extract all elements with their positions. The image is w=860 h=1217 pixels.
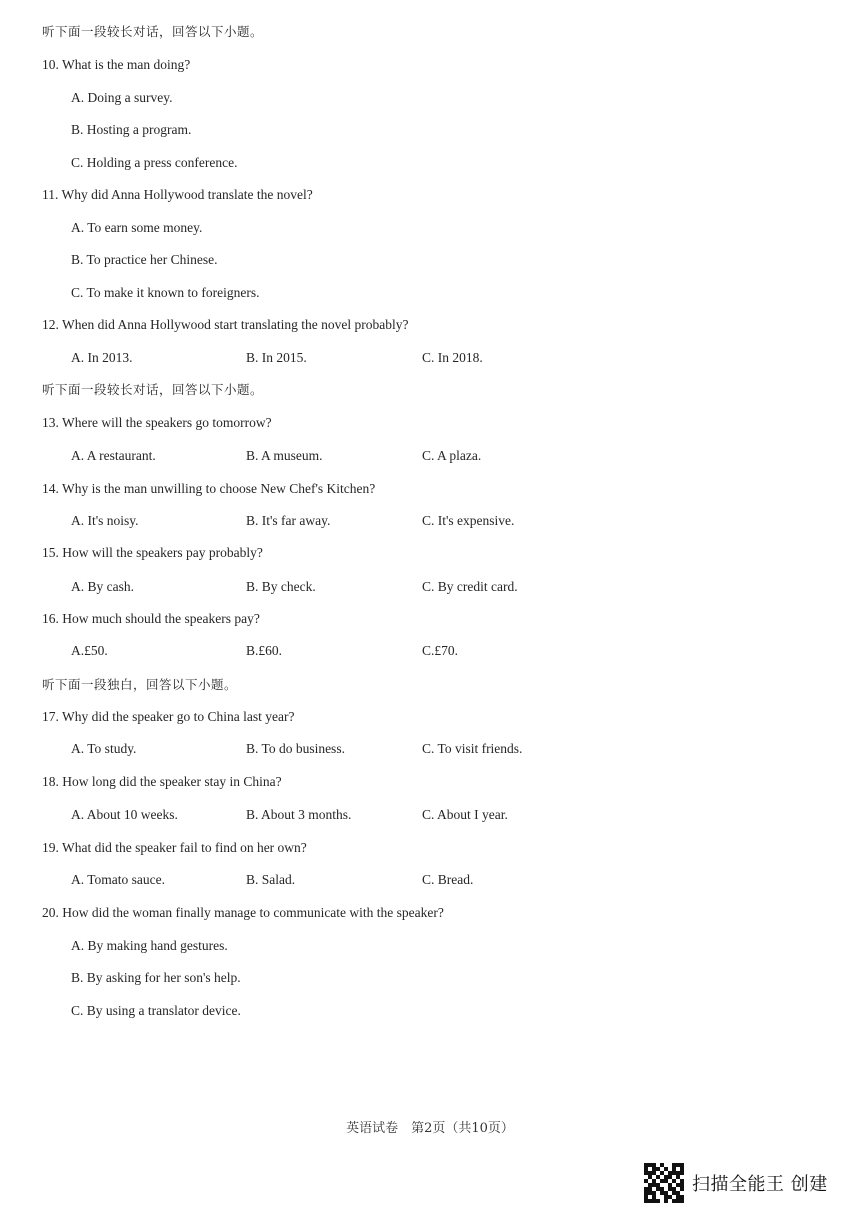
question-18-stem: 18. How long did the speaker stay in China? [42, 774, 282, 789]
question-13-option-b: B. A museum. [246, 448, 323, 463]
qr-code-icon [644, 1163, 684, 1203]
question-20-option-c: C. By using a translator device. [71, 1003, 241, 1018]
question-17-stem: 17. Why did the speaker go to China last year? [42, 709, 295, 724]
question-19-stem: 19. What did the speaker fail to find on her own? [42, 840, 307, 855]
section-instruction: 听下面一段独白，回答以下小题。 [42, 677, 238, 692]
question-12-stem: 12. When did Anna Hollywood start translating the novel probably? [42, 317, 409, 332]
question-14-option-a: A. It's noisy. [71, 513, 139, 528]
question-12-option-c: C. In 2018. [422, 350, 483, 365]
question-12-option-a: A. In 2013. [71, 350, 133, 365]
question-16-option-c: C.£70. [422, 643, 459, 658]
section-instruction: 听下面一段较长对话，回答以下小题。 [42, 24, 264, 39]
question-14-option-b: B. It's far away. [246, 513, 331, 528]
question-13-stem: 13. Where will the speakers go tomorrow? [42, 415, 272, 430]
question-16-option-b: B.£60. [246, 643, 283, 658]
question-15-option-c: C. By credit card. [422, 579, 518, 594]
question-19-option-b: B. Salad. [246, 872, 296, 887]
question-14-stem: 14. Why is the man unwilling to choose New Chef's Kitchen? [42, 481, 376, 496]
question-20-option-b: B. By asking for her son's help. [71, 970, 241, 985]
section-instruction: 听下面一段较长对话，回答以下小题。 [42, 382, 264, 397]
question-12-option-b: B. In 2015. [246, 350, 307, 365]
question-17-option-b: B. To do business. [246, 741, 345, 756]
question-15-option-a: A. By cash. [71, 579, 134, 594]
question-18-option-c: C. About I year. [422, 807, 508, 822]
question-13-option-c: C. A plaza. [422, 448, 482, 463]
question-17-option-c: C. To visit friends. [422, 741, 523, 756]
question-14-option-c: C. It's expensive. [422, 513, 515, 528]
question-19-option-c: C. Bread. [422, 872, 474, 887]
question-20-option-a: A. By making hand gestures. [71, 938, 228, 953]
question-10-option-a: A. Doing a survey. [71, 90, 173, 105]
watermark-text: 扫描全能王 创建 [692, 1174, 828, 1195]
question-15-option-b: B. By check. [246, 579, 316, 594]
question-18-option-a: A. About 10 weeks. [71, 807, 178, 822]
page-footer: 英语试卷 第2页（共10页） [346, 1121, 514, 1136]
question-19-option-a: A. Tomato sauce. [71, 872, 166, 887]
question-13-option-a: A. A restaurant. [71, 448, 156, 463]
question-16-stem: 16. How much should the speakers pay? [42, 611, 260, 626]
question-10-option-b: B. Hosting a program. [71, 122, 192, 137]
question-20-stem: 20. How did the woman finally manage to communicate with the speaker? [42, 905, 444, 920]
question-16-option-a: A.£50. [71, 643, 108, 658]
question-10-stem: 10. What is the man doing? [42, 57, 191, 72]
question-18-option-b: B. About 3 months. [246, 807, 352, 822]
question-11-stem: 11. Why did Anna Hollywood translate the novel? [42, 187, 313, 202]
question-11-option-a: A. To earn some money. [71, 220, 203, 235]
question-10-option-c: C. Holding a press conference. [71, 155, 238, 170]
question-15-stem: 15. How will the speakers pay probably? [42, 545, 263, 560]
question-17-option-a: A. To study. [71, 741, 137, 756]
scanner-watermark [644, 1163, 828, 1203]
question-11-option-c: C. To make it known to foreigners. [71, 285, 260, 300]
question-11-option-b: B. To practice her Chinese. [71, 252, 218, 267]
